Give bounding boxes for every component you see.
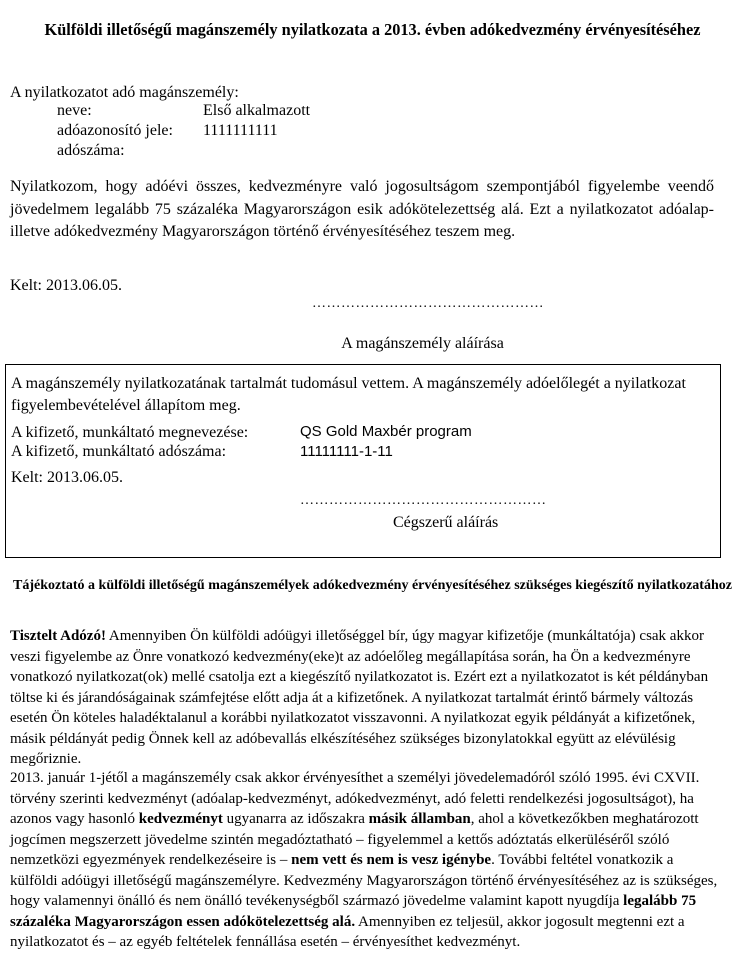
para1-text: Amennyiben Ön külföldi adóügyi illetőséggel bír, úgy magyar kifizetője (munkáltatója) csak akkor veszi figyelembe az Önre vonatkozó kedvezmény(eke)t az adóelőleg megállapítása során, ha Ön a kedvezményre vonatkozó nyilatkozat(ok) mellé csatolja ezt a kiegészítő nyilatkozatot is. Ezért ezt a nyilatkozatot is két példányban töltse ki és járandóságainak számfejtése előtt adja át a kifizetőnek. A nyilatkozat tartalmát érintő bármely változás esetén Ön köteles haladéktalanul a korábbi nyilatkozatot visszavonni. A nyilatkozat egyik példányát a kifizetőnek, másik példányát pedig Önnek kell az adóbevallás elkészítéséhez szükséges bizonylatokkal együtt az elévülésig megőriznie. <box>10 628 709 767</box>
para2-bold-2: másik államban <box>368 811 471 827</box>
company-signature-label: Cégszerű aláírás <box>393 514 499 531</box>
para2-text-3: , ahol a következőkben meghatározott jogcímen megszerzett jövedelme szintén megadóztatható – figyelemmel a kettős adóztatás elkerüléséről szóló nemzetközi egyezmények rendelkezéseire is – <box>10 811 699 868</box>
information-title: Tájékoztató a külföldi illetőségű magánszemélyek adókedvezmény érvényesítéséhez szükséges kiegészítő nyilatkozatához <box>13 578 732 593</box>
declaration-statement: Nyilatkozom, hogy adóévi összes, kedvezményre való jogosultságom szempontjából figyelembe veendő jövedelmem legalább 75 százaléka Magyarországon esik adókötelezettség alá. Ezt a nyilatkozatot adóalap- illetve adókedvezmény Magyarországon történő érvényesítéséhez teszem meg. <box>10 178 714 240</box>
employer-name-label: A kifizető, munkáltató megnevezése: <box>11 424 249 441</box>
employer-tax-number-label: A kifizető, munkáltató adószáma: <box>11 443 227 460</box>
para2-text-2: ugyanarra az időszakra <box>222 811 369 827</box>
information-paragraph-1 <box>10 626 722 770</box>
signature-dots-2: …………………………………………… <box>300 493 547 508</box>
para2-bold-4: legalább 75 százaléka Magyarországon essen adókötelezettség alá. <box>10 893 697 930</box>
tax-number-label: adószáma: <box>57 142 125 159</box>
para2-text-4: . További feltétel vonatkozik a külföldi adóügyi illetőségű magánszemélyre. Kedvezmény Magyarországon történő érvényesítéséhez az is szükséges, hogy valamennyi önálló és nem önálló tevékenységből származó jövedelme valamint kapott nyugdíja <box>10 852 718 909</box>
signature-dots-1: ………………………………………… <box>312 296 544 311</box>
greeting: Tisztelt Adózó! <box>10 628 106 644</box>
para2-bold-1: kedvezményt <box>138 811 223 827</box>
employer-tax-number-value: 11111111-1-11 <box>300 443 393 460</box>
declarant-intro: A nyilatkozatot adó magánszemély: <box>10 84 239 101</box>
information-paragraph-2 <box>10 768 722 953</box>
tax-id-value: 1111111111 <box>203 122 278 139</box>
para2-text-5: Amennyiben ez teljesül, akkor jogosult megtenni ezt a nyilatkozatot és – az egyéb feltételek fennállása esetén – érvényesíthet kedvezményt. <box>10 913 685 950</box>
employer-name-value: QS Gold Maxbér program <box>300 423 472 440</box>
tax-id-label: adóazonosító jele: <box>57 122 173 139</box>
individual-signature-label: A magánszemély aláírása <box>341 335 504 352</box>
employer-acknowledgement-text: A magánszemély nyilatkozatának tartalmát tudomásul vettem. A magánszemély adóelőlegét a nyilatkozat figyelembevételével állapítom meg. <box>11 375 686 414</box>
date-line-1: Kelt: 2013.06.05. <box>10 277 122 294</box>
document-title: Külföldi illetőségű magánszemély nyilatkozata a 2013. évben adókedvezmény érvényesítéséhez <box>44 20 701 39</box>
para2-text-1: 2013. január 1-jétől a magánszemély csak akkor érvényesíthet a személyi jövedelemadóról szóló 1995. évi CXVII. törvény szerinti kedvezményt (adóalap-kedvezményt, adókedvezményt, adó feletti rendelkezési jogosultságot), ha azonos vagy hasonló <box>10 770 700 827</box>
name-value: Első alkalmazott <box>203 102 311 119</box>
para2-bold-3: nem vett és nem is vesz igénybe <box>291 852 492 868</box>
date-line-2: Kelt: 2013.06.05. <box>11 469 123 486</box>
name-label: neve: <box>57 102 92 119</box>
